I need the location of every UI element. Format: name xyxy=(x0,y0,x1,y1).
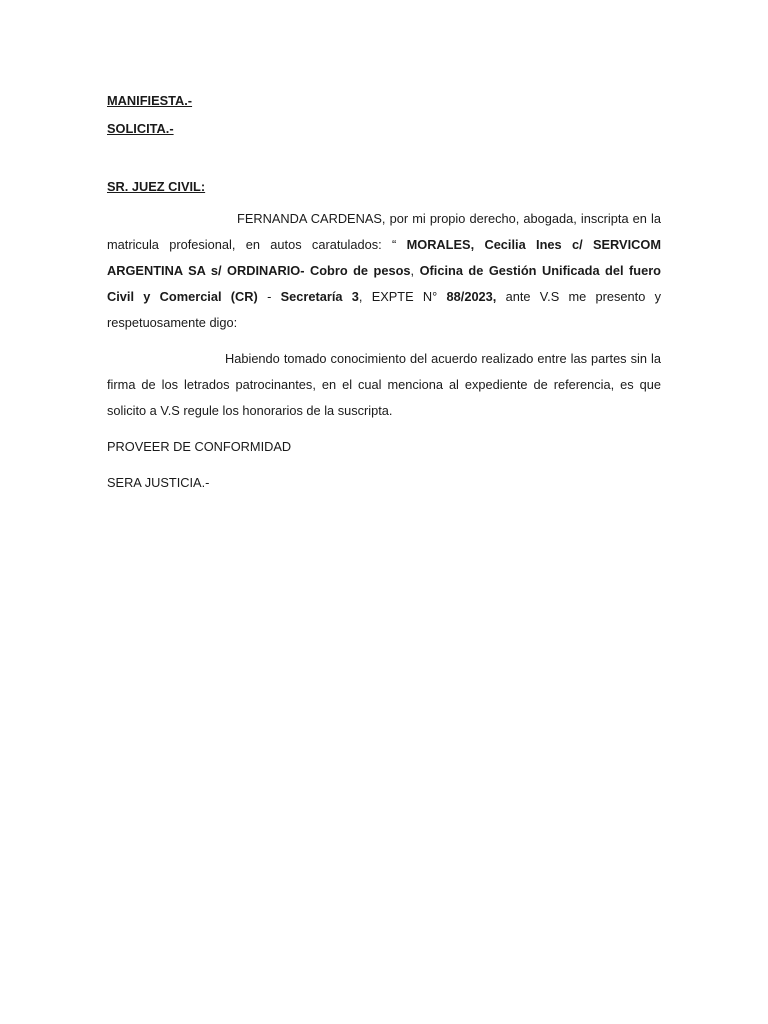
court-office: Oficina de Gestión Unificada del fuero Civil y Comercial (CR) xyxy=(107,263,662,304)
paragraph-text: - xyxy=(257,289,281,304)
heading-juez-civil: SR. JUEZ CIVIL: xyxy=(107,179,206,194)
paragraph-text: , EXPTE N° xyxy=(358,289,447,304)
case-number: 88/2023, xyxy=(446,289,497,304)
heading-manifiesta: MANIFIESTA.- xyxy=(107,93,193,108)
secretaria: Secretaría 3 xyxy=(280,289,359,304)
paragraph-request: Habiendo tomado conocimiento del acuerdo realizado entre las partes sin la firma de los letrados patrocinantes, en el cual menciona al expediente de referencia, es que solicito a V.S regule los honorarios de la suscripta. xyxy=(107,351,661,418)
case-caption: MORALES, Cecilia Ines c/ SERVICOM ARGENTINA SA s/ ORDINARIO- Cobro de pesos xyxy=(107,237,662,278)
heading-solicita: SOLICITA.- xyxy=(107,121,174,136)
closing-justicia: SERA JUSTICIA.- xyxy=(107,475,210,490)
paragraph-presentation xyxy=(107,206,661,336)
paragraph-text: FERNANDA CARDENAS, por mi propio derecho, abogada, inscripta en la matricula profesional, en autos caratulados: “ xyxy=(107,211,661,252)
document-page xyxy=(107,92,661,496)
paragraph-text: , xyxy=(410,263,420,278)
paragraph-text: ante V.S me presento y respetuosamente digo: xyxy=(107,289,661,330)
closing-proveer: PROVEER DE CONFORMIDAD xyxy=(107,439,292,454)
